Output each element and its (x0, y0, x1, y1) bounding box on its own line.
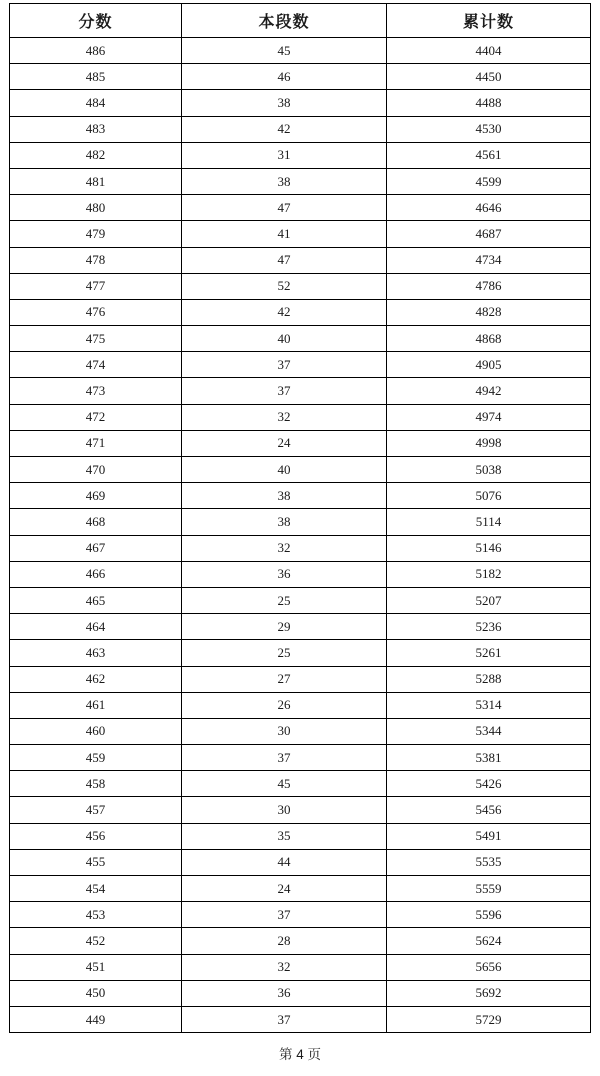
cell-cumulative-count: 5624 (387, 928, 591, 954)
cell-segment-count: 29 (182, 614, 387, 640)
cell-segment-count: 32 (182, 404, 387, 430)
cell-score: 474 (10, 352, 182, 378)
cell-segment-count: 24 (182, 876, 387, 902)
cell-segment-count: 25 (182, 587, 387, 613)
table-row (10, 849, 591, 875)
cell-segment-count: 37 (182, 378, 387, 404)
cell-segment-count: 27 (182, 666, 387, 692)
cell-cumulative-count: 4404 (387, 38, 591, 64)
cell-segment-count: 42 (182, 116, 387, 142)
cell-cumulative-count: 4786 (387, 273, 591, 299)
table-row (10, 326, 591, 352)
cell-cumulative-count: 5182 (387, 561, 591, 587)
cell-cumulative-count: 4998 (387, 430, 591, 456)
cell-cumulative-count: 4734 (387, 247, 591, 273)
cell-segment-count: 30 (182, 797, 387, 823)
cell-cumulative-count: 5146 (387, 535, 591, 561)
table-row (10, 535, 591, 561)
table-row (10, 561, 591, 587)
cell-cumulative-count: 4450 (387, 64, 591, 90)
cell-cumulative-count: 4942 (387, 378, 591, 404)
cell-segment-count: 37 (182, 352, 387, 378)
cell-score: 486 (10, 38, 182, 64)
column-header-score: 分数 (10, 4, 182, 38)
cell-cumulative-count: 5288 (387, 666, 591, 692)
cell-segment-count: 25 (182, 640, 387, 666)
cell-score: 465 (10, 587, 182, 613)
cell-score: 449 (10, 1006, 182, 1032)
cell-segment-count: 36 (182, 561, 387, 587)
cell-score: 459 (10, 745, 182, 771)
cell-segment-count: 47 (182, 195, 387, 221)
cell-cumulative-count: 5656 (387, 954, 591, 980)
cell-score: 469 (10, 483, 182, 509)
table-header-row (10, 4, 591, 38)
table-header (10, 4, 591, 38)
cell-cumulative-count: 4646 (387, 195, 591, 221)
table-row (10, 142, 591, 168)
score-distribution-table (9, 3, 591, 1033)
document-page (0, 3, 600, 1076)
cell-score: 451 (10, 954, 182, 980)
table-row (10, 116, 591, 142)
table-row (10, 980, 591, 1006)
cell-cumulative-count: 4530 (387, 116, 591, 142)
cell-score: 450 (10, 980, 182, 1006)
table-row (10, 928, 591, 954)
cell-cumulative-count: 5381 (387, 745, 591, 771)
cell-cumulative-count: 5038 (387, 457, 591, 483)
cell-segment-count: 45 (182, 38, 387, 64)
table-row (10, 640, 591, 666)
table-row (10, 902, 591, 928)
cell-cumulative-count: 5236 (387, 614, 591, 640)
cell-segment-count: 38 (182, 90, 387, 116)
table-row (10, 404, 591, 430)
cell-cumulative-count: 5344 (387, 718, 591, 744)
cell-score: 479 (10, 221, 182, 247)
cell-score: 462 (10, 666, 182, 692)
cell-segment-count: 24 (182, 430, 387, 456)
cell-score: 468 (10, 509, 182, 535)
cell-cumulative-count: 5426 (387, 771, 591, 797)
table-row (10, 168, 591, 194)
table-row (10, 90, 591, 116)
cell-cumulative-count: 4974 (387, 404, 591, 430)
cell-segment-count: 26 (182, 692, 387, 718)
cell-cumulative-count: 4561 (387, 142, 591, 168)
cell-segment-count: 28 (182, 928, 387, 954)
cell-segment-count: 45 (182, 771, 387, 797)
cell-score: 455 (10, 849, 182, 875)
cell-score: 470 (10, 457, 182, 483)
cell-score: 471 (10, 430, 182, 456)
cell-score: 456 (10, 823, 182, 849)
cell-cumulative-count: 5456 (387, 797, 591, 823)
cell-cumulative-count: 5535 (387, 849, 591, 875)
table-row (10, 221, 591, 247)
cell-score: 482 (10, 142, 182, 168)
table-row (10, 378, 591, 404)
table-body (10, 38, 591, 1033)
cell-score: 453 (10, 902, 182, 928)
cell-segment-count: 31 (182, 142, 387, 168)
cell-segment-count: 38 (182, 483, 387, 509)
cell-cumulative-count: 5491 (387, 823, 591, 849)
column-header-cumulative-count: 累计数 (387, 4, 591, 38)
cell-score: 481 (10, 168, 182, 194)
cell-segment-count: 32 (182, 535, 387, 561)
cell-cumulative-count: 5314 (387, 692, 591, 718)
cell-score: 467 (10, 535, 182, 561)
table-row (10, 352, 591, 378)
column-header-segment-count: 本段数 (182, 4, 387, 38)
cell-score: 473 (10, 378, 182, 404)
table-row (10, 771, 591, 797)
table-row (10, 509, 591, 535)
cell-segment-count: 42 (182, 299, 387, 325)
cell-cumulative-count: 5261 (387, 640, 591, 666)
table-row (10, 195, 591, 221)
cell-cumulative-count: 5692 (387, 980, 591, 1006)
table-row (10, 247, 591, 273)
cell-segment-count: 36 (182, 980, 387, 1006)
cell-cumulative-count: 5076 (387, 483, 591, 509)
cell-score: 476 (10, 299, 182, 325)
cell-score: 472 (10, 404, 182, 430)
cell-segment-count: 47 (182, 247, 387, 273)
table-row (10, 614, 591, 640)
table-row (10, 823, 591, 849)
cell-segment-count: 37 (182, 1006, 387, 1032)
cell-segment-count: 32 (182, 954, 387, 980)
table-row (10, 587, 591, 613)
table-row (10, 64, 591, 90)
cell-score: 480 (10, 195, 182, 221)
cell-score: 461 (10, 692, 182, 718)
cell-segment-count: 30 (182, 718, 387, 744)
cell-score: 457 (10, 797, 182, 823)
cell-cumulative-count: 5559 (387, 876, 591, 902)
cell-score: 477 (10, 273, 182, 299)
table-row (10, 876, 591, 902)
cell-score: 463 (10, 640, 182, 666)
cell-cumulative-count: 4687 (387, 221, 591, 247)
table-row (10, 718, 591, 744)
cell-cumulative-count: 4599 (387, 168, 591, 194)
cell-segment-count: 40 (182, 457, 387, 483)
cell-cumulative-count: 5207 (387, 587, 591, 613)
cell-segment-count: 38 (182, 168, 387, 194)
cell-cumulative-count: 4828 (387, 299, 591, 325)
cell-score: 452 (10, 928, 182, 954)
table-row (10, 430, 591, 456)
table-row (10, 38, 591, 64)
cell-segment-count: 35 (182, 823, 387, 849)
cell-cumulative-count: 5596 (387, 902, 591, 928)
table-row (10, 299, 591, 325)
table-row (10, 483, 591, 509)
page-footer: 第 4 页 (278, 1047, 321, 1063)
cell-segment-count: 41 (182, 221, 387, 247)
cell-segment-count: 37 (182, 902, 387, 928)
cell-cumulative-count: 5729 (387, 1006, 591, 1032)
cell-score: 454 (10, 876, 182, 902)
table-row (10, 797, 591, 823)
cell-cumulative-count: 4868 (387, 326, 591, 352)
table-row (10, 954, 591, 980)
cell-score: 485 (10, 64, 182, 90)
cell-score: 460 (10, 718, 182, 744)
table-row (10, 273, 591, 299)
table-row (10, 745, 591, 771)
cell-cumulative-count: 4905 (387, 352, 591, 378)
table-row (10, 457, 591, 483)
cell-score: 475 (10, 326, 182, 352)
cell-segment-count: 40 (182, 326, 387, 352)
cell-score: 464 (10, 614, 182, 640)
cell-cumulative-count: 5114 (387, 509, 591, 535)
table-row (10, 1006, 591, 1032)
cell-score: 458 (10, 771, 182, 797)
cell-score: 466 (10, 561, 182, 587)
cell-score: 478 (10, 247, 182, 273)
cell-segment-count: 46 (182, 64, 387, 90)
cell-segment-count: 52 (182, 273, 387, 299)
cell-score: 483 (10, 116, 182, 142)
table-row (10, 666, 591, 692)
cell-cumulative-count: 4488 (387, 90, 591, 116)
cell-segment-count: 38 (182, 509, 387, 535)
cell-score: 484 (10, 90, 182, 116)
cell-segment-count: 44 (182, 849, 387, 875)
table-row (10, 692, 591, 718)
cell-segment-count: 37 (182, 745, 387, 771)
